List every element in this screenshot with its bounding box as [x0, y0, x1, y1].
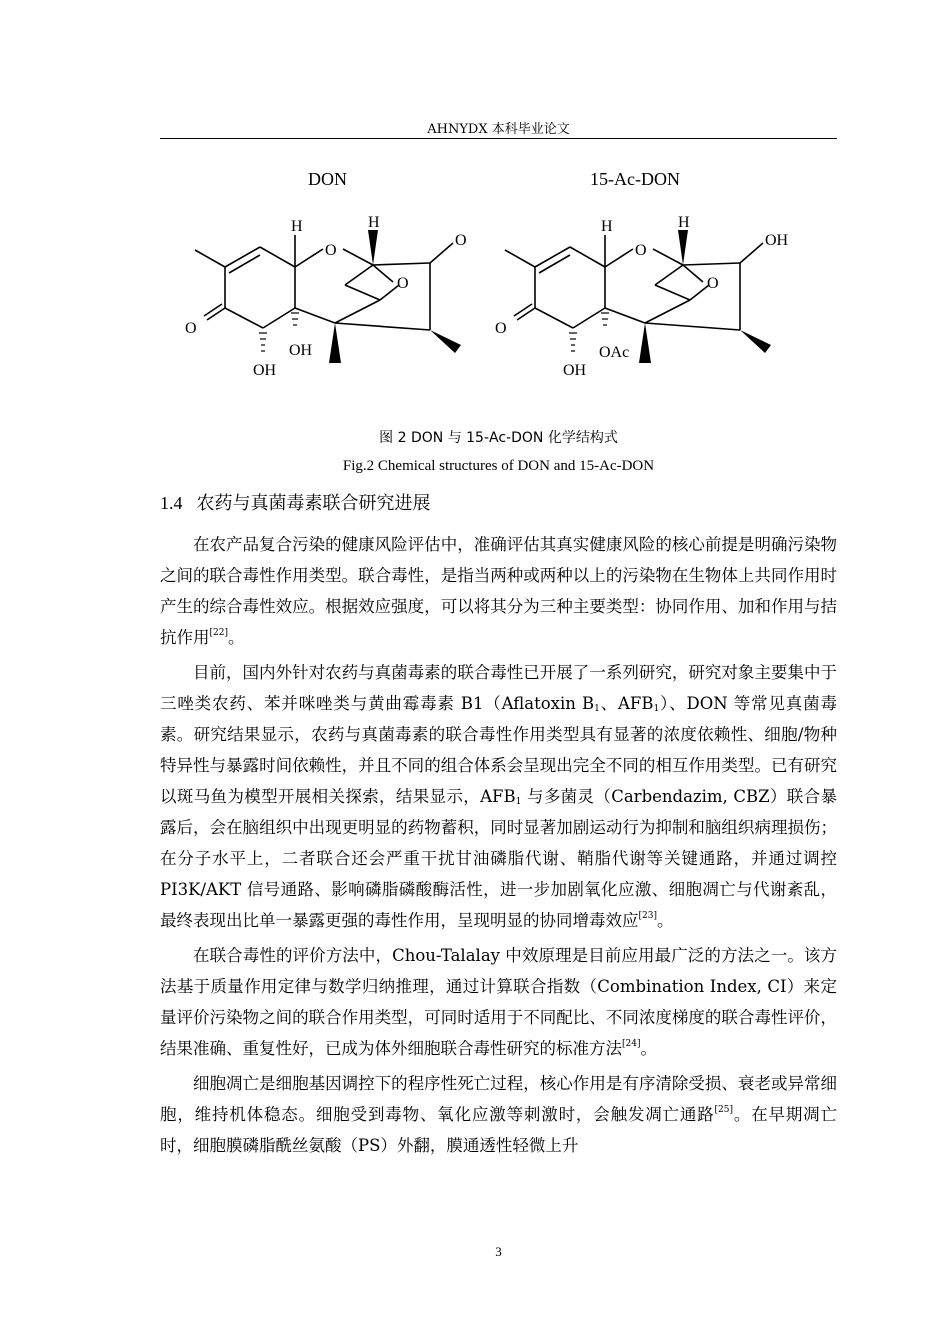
paragraph-4: 细胞凋亡是细胞基因调控下的程序性死亡过程，核心作用是有序清除受损、衰老或异常细胞，维持机体稳态。细胞受到毒物、氧化应激等刺激时，会触发凋亡通路[25]。在早期凋亡时，细胞膜磷脂酰丝氨酸（PS）外翻，膜通透性轻微上升: [160, 1074, 838, 1155]
acdon-atom-h-1: H: [601, 218, 613, 235]
structure-label-don: DON: [308, 169, 347, 189]
paragraph-1: 在农产品复合污染的健康风险评估中，准确评估其真实健康风险的核心前提是明确污染物之间的联合毒性作用类型。联合毒性，是指当两种或两种以上的污染物在生物体上共同作用时产生的综合毒性效应。根据效应强度，可以将其分为三种主要类型：协同作用、加和作用与拮抗作用[22]。: [160, 535, 837, 647]
acdon-atom-oh-7: OH: [563, 362, 587, 379]
section-title: 农药与真菌毒素联合研究进展: [196, 493, 431, 514]
don-atom-oh-7: OH: [253, 362, 277, 379]
figure-caption-cn: 图 2 DON 与 15-Ac-DON 化学结构式: [379, 430, 618, 446]
paragraph-3: 在联合毒性的评价方法中，Chou-Talalay 中效原理是目前应用最广泛的方法之一。该方法基于质量作用定律与数学归纳推理，通过计算联合指数（Combination Index, CI）来定量评价污染物之间的联合作用类型，可同时适用于不同配比、不同浓度梯度的联合毒性评价，结果准确、重复性好，已成为体外细胞联合毒性研究的标准方法[24]。: [160, 946, 837, 1058]
citation-24[interactable]: [24]: [622, 1039, 641, 1049]
don-atom-oh-15: OH: [289, 342, 313, 359]
citation-25[interactable]: [25]: [714, 1105, 734, 1115]
structure-label-15-ac-don: 15-Ac-DON: [590, 169, 680, 189]
acdon-atom-o-ketone: O: [495, 320, 507, 337]
page-number: 3: [495, 1244, 502, 1259]
acdon-atom-oac-15: OAc: [599, 344, 630, 361]
don-atom-o-ring: O: [325, 242, 337, 259]
header-rule: [160, 138, 837, 139]
don-atom-h-2: H: [368, 214, 380, 231]
don-atom-o-top: O: [455, 232, 467, 249]
don-atom-o-ketone: O: [185, 320, 197, 337]
acdon-atom-o-epoxide: O: [707, 275, 719, 292]
don-atom-o-epoxide: O: [397, 275, 409, 292]
15-ac-don-structure-diagram: [485, 205, 805, 385]
don-structure-diagram: [175, 205, 475, 385]
section-heading: [160, 489, 431, 515]
acdon-atom-oh-top: OH: [765, 232, 789, 249]
acdon-atom-h-2: H: [678, 214, 690, 231]
citation-22[interactable]: [22]: [209, 628, 228, 638]
don-atom-h-1: H: [291, 218, 303, 235]
body-text: [160, 529, 837, 1161]
acdon-atom-o-ring: O: [635, 242, 647, 259]
section-number: 1.4: [160, 493, 183, 513]
running-head: AHNYDX 本科毕业论文: [427, 122, 570, 137]
paragraph-2: 目前，国内外针对农药与真菌毒素的联合毒性已开展了一系列研究，研究对象主要集中于三唑类农药、苯并咪唑类与黄曲霉毒素 B1（Aflatoxin $B_1$、$AFB_1$）、DON 等常见真菌毒素。研究结果显示，农药与真菌毒素的联合毒性作用类型具有显著的浓度依赖性、细胞/物种特异性与暴露时间依赖性，并且不同的组合体系会呈现出完全不同的相互作用类型。已有研究以斑马鱼为模型开展相关探索，结果显示，$AFB_1$ 与多菌灵（Carbendazim, CBZ）联合暴露后，会在脑组织中出现更明显的药物蓄积，同时显著加剧运动行为抑制和脑组织病理损伤；在分子水平上，二者联合还会严重干扰甘油磷脂代谢、鞘脂代谢等关键通路，并通过调控 PI3K/AKT 信号通路、影响磷脂磷酸酶活性，进一步加剧氧化应激、细胞凋亡与代谢紊乱，最终表现出比单一暴露更强的毒性作用，呈现明显的协同增毒效应[23]。: [160, 663, 837, 930]
citation-23[interactable]: [23]: [638, 911, 657, 921]
figure-caption-en: Fig.2 Chemical structures of DON and 15-Ac-DON: [342, 458, 655, 474]
